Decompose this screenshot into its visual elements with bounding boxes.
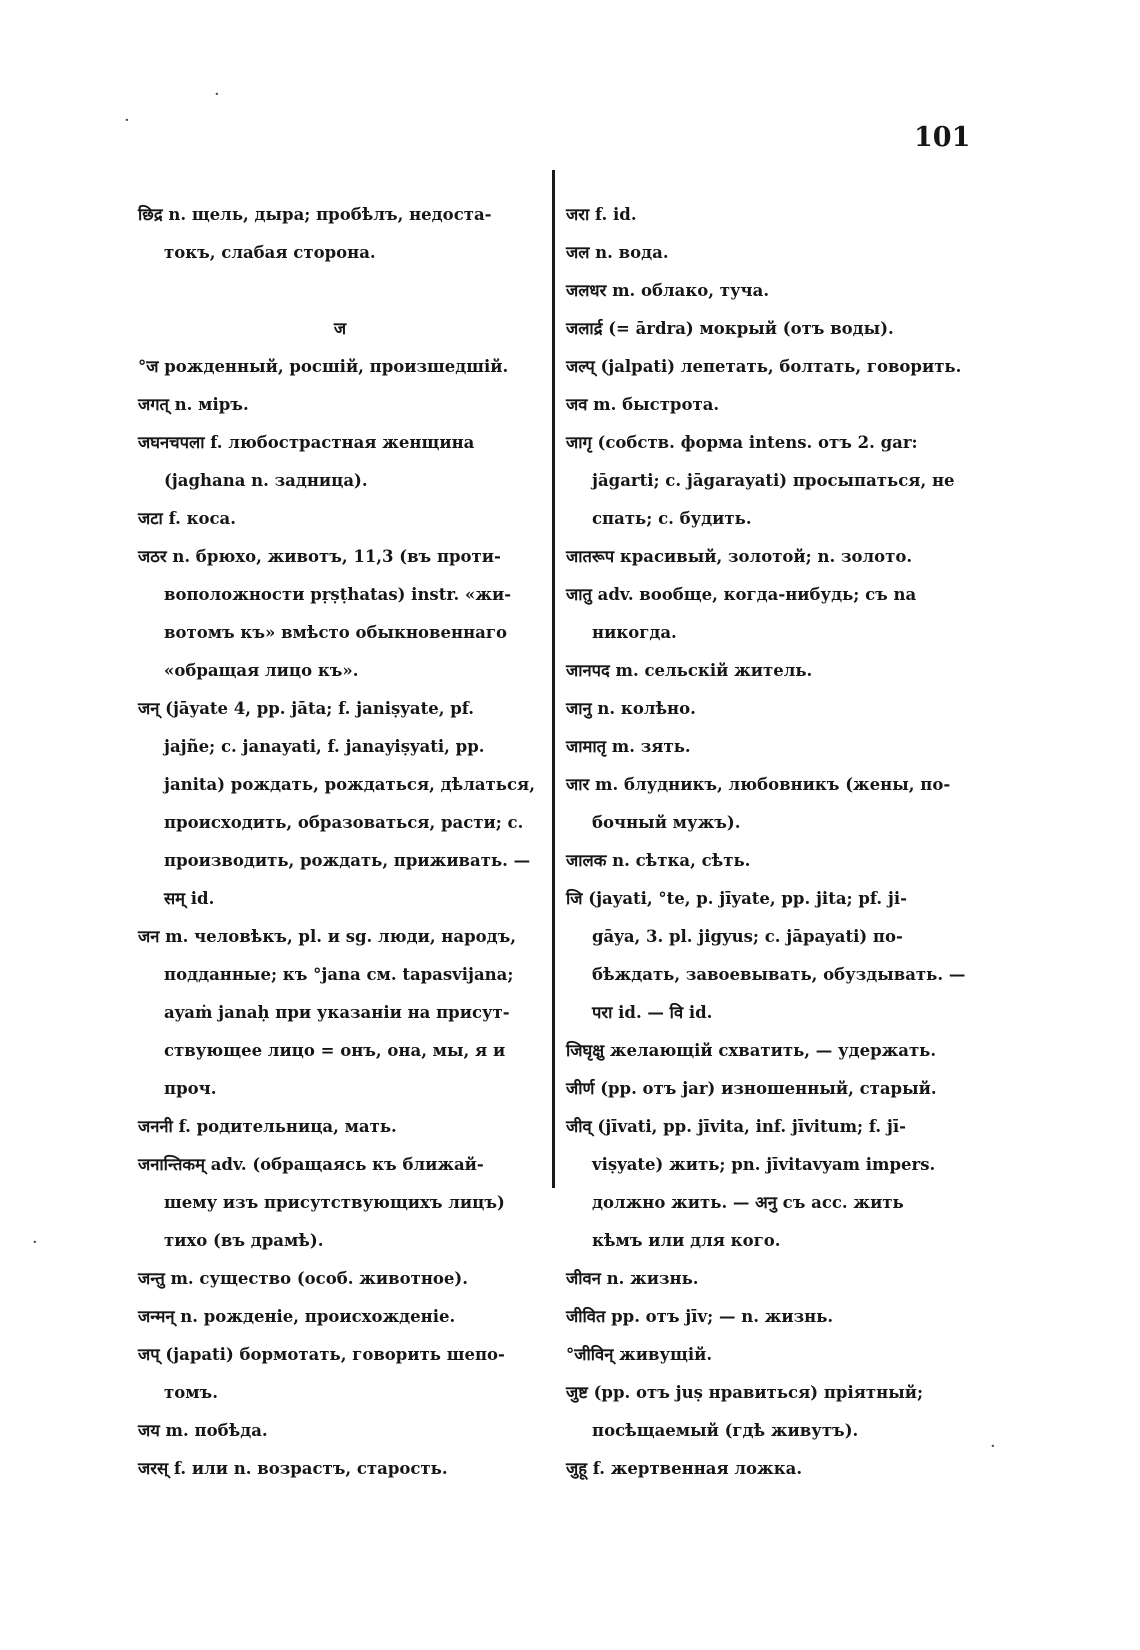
- dictionary-entry: [138, 690, 542, 918]
- entry-continuation-line: (jaghana n. задница).: [164, 471, 368, 490]
- dictionary-entry: [138, 1146, 542, 1260]
- entry-continuation-line: सम् id.: [164, 889, 215, 908]
- dictionary-entry: [138, 1260, 542, 1298]
- entry-continuation-line: воположности pṛṣṭhatas) instr. «жи-: [164, 585, 512, 604]
- entry-continuation-line: janita) рождать, рождаться, дѣлаться,: [164, 775, 535, 794]
- dictionary-entry: [566, 766, 974, 842]
- entry-continuation-line: проч.: [164, 1079, 217, 1098]
- left-entries: [138, 348, 542, 1488]
- dictionary-entry: [566, 652, 974, 690]
- dictionary-entry: [566, 234, 974, 272]
- entry-headword-line: जनान्तिकम् adv. (обращаясь къ ближай-: [138, 1155, 484, 1174]
- dictionary-entry: [138, 538, 542, 690]
- entry-headword-line: जल n. вода.: [566, 243, 669, 262]
- entry-headword-line: जरा f. id.: [566, 205, 637, 224]
- entry-continuation-line: «обращая лицо къ».: [164, 661, 359, 680]
- left-entries-before-heading: [138, 196, 542, 272]
- dictionary-entry: [566, 1260, 974, 1298]
- entry-headword-line: जानु n. колѣно.: [566, 699, 696, 718]
- entry-continuation-line: шему изъ присутствующихъ лицъ): [164, 1193, 505, 1212]
- entry-headword-line: जन् (jāyate 4, pp. jāta; f. janiṣyate, pf.: [138, 699, 474, 718]
- entry-headword-line: जन्मन् n. рожденіе, происхожденіе.: [138, 1307, 456, 1326]
- entry-headword-line: जालक n. сѣтка, сѣть.: [566, 851, 751, 870]
- entry-headword-line: जीव् (jīvati, pp. jīvita, inf. jīvitum; f. jī-: [566, 1117, 906, 1136]
- dictionary-entry: [566, 880, 974, 1032]
- entry-headword-line: जागृ (собств. форма intens. отъ 2. gar:: [566, 433, 918, 452]
- stray-mark: ·: [32, 1232, 38, 1253]
- dictionary-entry: [566, 1374, 974, 1450]
- entry-headword-line: जव m. быстрота.: [566, 395, 720, 414]
- entry-headword-line: जुष्ट (pp. отъ juṣ нравиться) пріятный;: [566, 1383, 924, 1402]
- dictionary-entry: [138, 918, 542, 1108]
- entry-continuation-line: токъ, слабая сторона.: [164, 243, 376, 262]
- entry-headword-line: जलार्द्र (= ārdra) мокрый (отъ воды).: [566, 319, 894, 338]
- entry-headword-line: जगत् n. міръ.: [138, 395, 249, 414]
- entry-headword-line: जघनचपला f. любострастная женщина: [138, 433, 475, 452]
- entry-continuation-line: спать; c. будить.: [592, 509, 752, 528]
- stray-mark: ·: [990, 1436, 996, 1457]
- dictionary-entry: [566, 424, 974, 538]
- entry-headword-line: जानपद m. сельскій житель.: [566, 661, 813, 680]
- entry-headword-line: जरस् f. или n. возрастъ, старость.: [138, 1459, 448, 1478]
- entry-continuation-line: бочный мужъ).: [592, 813, 741, 832]
- entry-continuation-line: gāya, 3. pl. jigyus; c. jāpayati) по-: [592, 927, 903, 946]
- dictionary-entry: [566, 386, 974, 424]
- entry-headword-line: जीवन n. жизнь.: [566, 1269, 699, 1288]
- entry-headword-line: °ज рожденный, росшій, произшедшій.: [138, 357, 509, 376]
- entry-continuation-line: подданные; къ °jana см. tapasvijana;: [164, 965, 514, 984]
- entry-headword-line: जप् (japati) бормотать, говорить шепо-: [138, 1345, 505, 1364]
- entry-headword-line: जलधर m. облако, туча.: [566, 281, 770, 300]
- entry-continuation-line: никогда.: [592, 623, 677, 642]
- entry-continuation-line: тихо (въ драмѣ).: [164, 1231, 324, 1250]
- entry-continuation-line: viṣyate) жить; pn. jīvitavyam impers.: [592, 1155, 936, 1174]
- dictionary-entry: [138, 1450, 542, 1488]
- entry-headword-line: जन्तु m. существо (особ. животное).: [138, 1269, 468, 1288]
- entry-headword-line: जननी f. родительница, мать.: [138, 1117, 397, 1136]
- entry-headword-line: जीर्ण (pp. отъ jar) изношенный, старый.: [566, 1079, 937, 1098]
- entry-headword-line: जय m. побѣда.: [138, 1421, 268, 1440]
- right-column: [566, 196, 974, 1488]
- dictionary-entry: [138, 1298, 542, 1336]
- entry-headword-line: जि (jayati, °te, p. jīyate, pp. jita; pf. ji-: [566, 889, 907, 908]
- dictionary-entry: [138, 1412, 542, 1450]
- dictionary-entry: [566, 196, 974, 234]
- entry-headword-line: जन m. человѣкъ, pl. и sg. люди, народъ,: [138, 927, 517, 946]
- dictionary-entry: [138, 1108, 542, 1146]
- entry-headword-line: जामातृ m. зять.: [566, 737, 691, 756]
- entry-continuation-line: производить, рождать, приживать. —: [164, 851, 531, 870]
- entry-continuation-line: ствующее лицо = онъ, она, мы, я и: [164, 1041, 506, 1060]
- dictionary-entry: [138, 424, 542, 500]
- column-divider: [552, 170, 555, 1188]
- entry-continuation-line: jajñe; c. janayati, f. janayiṣyati, pp.: [164, 737, 485, 756]
- dictionary-entry: [566, 690, 974, 728]
- dictionary-entry: [566, 1298, 974, 1336]
- entry-continuation-line: должно жить. — अनु съ acc. жить: [592, 1193, 904, 1212]
- entry-headword-line: जिघृक्षु желающій схватить, — удержать.: [566, 1041, 937, 1060]
- stray-mark: ·: [214, 84, 220, 105]
- dictionary-entry: [138, 1336, 542, 1412]
- entry-headword-line: जातु adv. вообще, когда-нибудь; съ na: [566, 585, 917, 604]
- dictionary-entry: [566, 272, 974, 310]
- entry-headword-line: जटा f. коса.: [138, 509, 236, 528]
- dictionary-entry: [566, 728, 974, 766]
- dictionary-entry: [566, 538, 974, 576]
- entry-continuation-line: jāgarti; c. jāgarayati) просыпаться, не: [592, 471, 955, 490]
- entry-continuation-line: परा id. — वि id.: [592, 1003, 713, 1022]
- entry-headword-line: जठर n. брюхо, животъ, 11,3 (въ проти-: [138, 547, 501, 566]
- entry-continuation-line: ayaṁ janaḥ при указаніи на присут-: [164, 1003, 510, 1022]
- dictionary-entry: [566, 842, 974, 880]
- entry-continuation-line: вотомъ къ» вмѣсто обыкновеннаго: [164, 623, 507, 642]
- entry-headword-line: छिद्र n. щель, дыра; пробѣлъ, недоста-: [138, 205, 492, 224]
- dictionary-entry: [138, 348, 542, 386]
- entry-continuation-line: кѣмъ или для кого.: [592, 1231, 781, 1250]
- entry-headword-line: जीवित pp. отъ jīv; — n. жизнь.: [566, 1307, 834, 1326]
- entry-continuation-line: бѣждать, завоевывать, обуздывать. —: [592, 965, 966, 984]
- entry-headword-line: °जीविन् живущій.: [566, 1345, 713, 1364]
- entry-headword-line: जल्प् (jalpati) лепетать, болтать, говорить.: [566, 357, 962, 376]
- dictionary-entry: [566, 1108, 974, 1260]
- dictionary-entry: [138, 386, 542, 424]
- dictionary-entry: [566, 348, 974, 386]
- dictionary-entry: [566, 1336, 974, 1374]
- dictionary-entry: [566, 310, 974, 348]
- dictionary-entry: [138, 196, 542, 272]
- left-column: [138, 196, 542, 1488]
- dictionary-entry: [566, 576, 974, 652]
- entry-continuation-line: посѣщаемый (гдѣ живутъ).: [592, 1421, 859, 1440]
- entry-headword-line: जार m. блудникъ, любовникъ (жены, по-: [566, 775, 951, 794]
- right-entries: [566, 196, 974, 1488]
- dictionary-entry: [138, 500, 542, 538]
- dictionary-entry: [566, 1450, 974, 1488]
- stray-mark: ·: [124, 110, 130, 131]
- entry-continuation-line: томъ.: [164, 1383, 218, 1402]
- dictionary-entry: [566, 1032, 974, 1070]
- entry-headword-line: जुहू f. жертвенная ложка.: [566, 1459, 803, 1478]
- section-heading: ज: [333, 319, 347, 338]
- page-number: 101: [914, 122, 971, 153]
- entry-headword-line: जातरूप красивый, золотой; n. золото.: [566, 547, 913, 566]
- dictionary-entry: [566, 1070, 974, 1108]
- entry-continuation-line: происходить, образоваться, расти; c.: [164, 813, 524, 832]
